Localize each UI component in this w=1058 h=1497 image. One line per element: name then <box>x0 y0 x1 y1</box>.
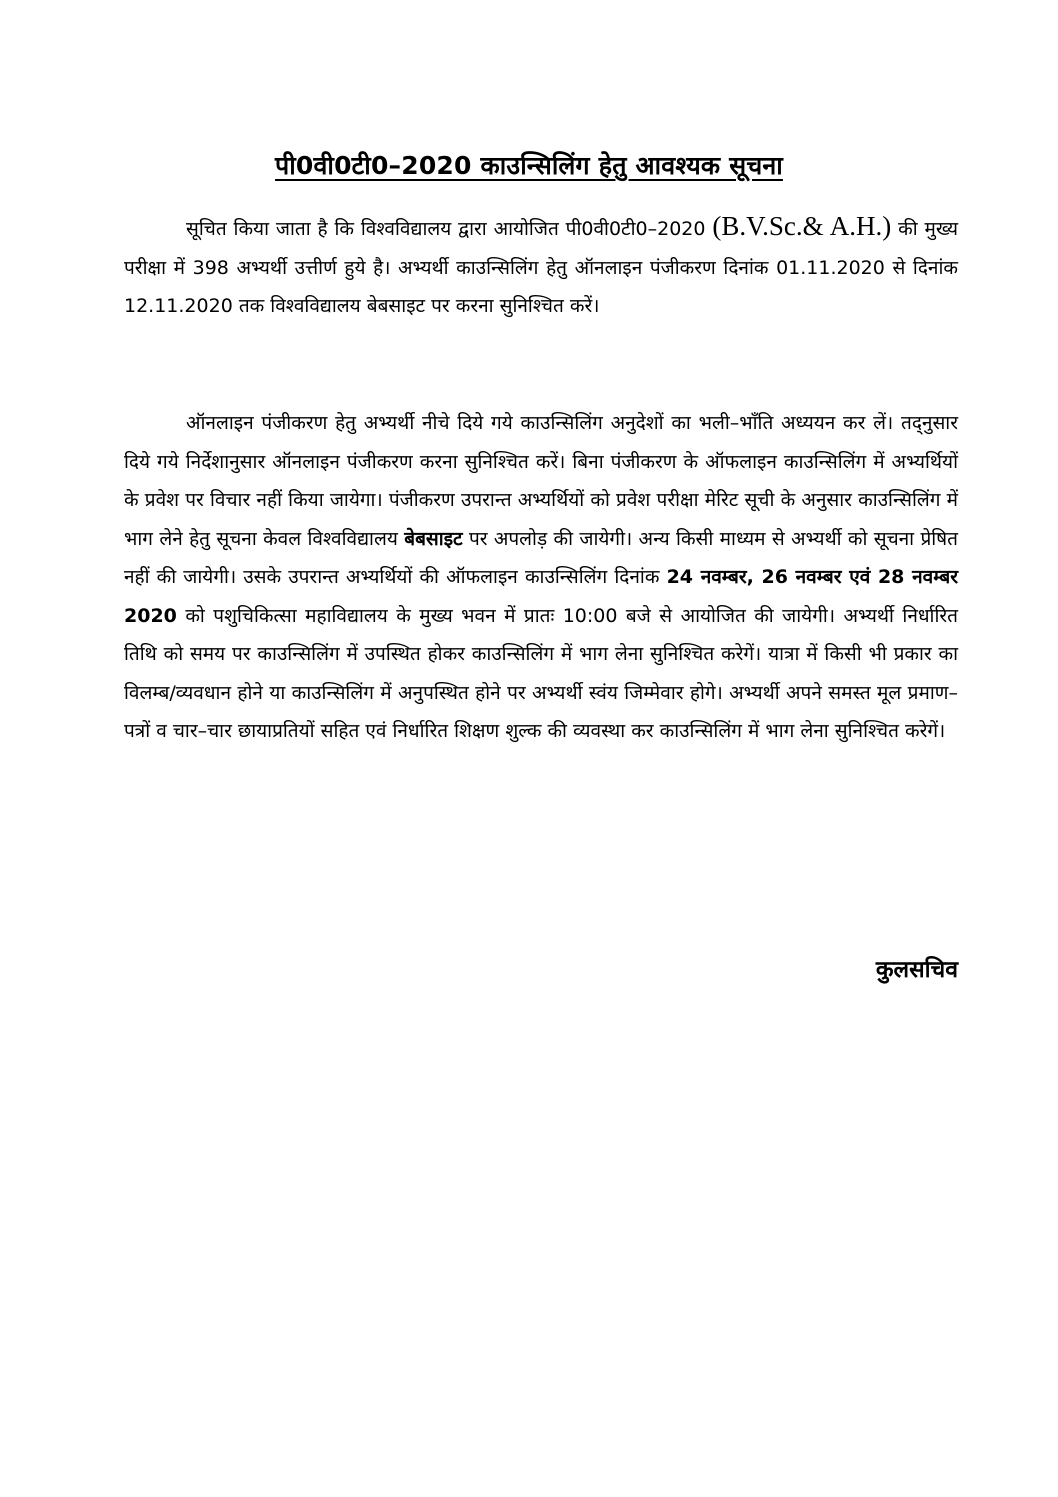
notice-title: पी0वी0टी0–2020 काउन्सिलिंग हेतु आवश्यक सूचना <box>275 151 783 180</box>
course-name: (B.V.Sc.& A.H.) <box>712 211 892 241</box>
paragraph-registration-body: की मुख्य परीक्षा में 398 अभ्यर्थी उत्तीर्ण हुये है। अभ्यर्थी काउन्सिलिंग हेतु ऑनलाइन पंजीकरण दिनांक 01.11.2020 से दिनांक 12.11.2020 तक विश्वविद्यालय बेबसाइट पर करना सुनिश्चित करें। <box>124 218 958 317</box>
paragraph-registration <box>124 207 958 326</box>
paragraph-instructions-end: को पशुचिकित्सा महाविद्यालय के मुख्य भवन में प्रातः 10:00 बजे से आयोजित की जायेगी। अभ्यर्थी निर्धारित तिथि को समय पर काउन्सिलिंग में उपस्थित होकर काउन्सिलिंग में भाग लेना सुनिश्चित करेगें। यात्रा में किसी भी प्रकार का विलम्ब/व्यवधान होने या काउन्सिलिंग में अनुपस्थित होने पर अभ्यर्थी स्वंय जिम्मेवार होगे। अभ्यर्थी अपने समस्त मूल प्रमाण–पत्रों व चार–चार छायाप्रतियों सहित एवं निर्धारित शिक्षण शुल्क की व्यवस्था कर काउन्सिलिंग में भाग लेना सुनिश्चित करेगें। <box>124 604 958 742</box>
paragraph-instructions-intro: ऑनलाइन पंजीकरण हेतु अभ्यर्थी नीचे दिये गये काउन्सिलिंग अनुदेशों का भली–भाँति अध्ययन कर लें। तद्नुसार दिये गये निर्देशानुसार ऑनलाइन पंजीकरण करना सुनिश्चित करें। बिना पंजीकरण के ऑफलाइन काउन्सिलिंग में अभ्यर्थियों के प्रवेश पर विचार नहीं किया जायेगा। पंजीकरण उपरान्त अभ्यर्थियों को प्रवेश परीक्षा मेरिट सूची के अनुसार काउन्सिलिंग में भाग लेने हेतु सूचना केवल विश्वविद्यालय <box>124 412 958 550</box>
paragraph-instructions <box>124 404 958 751</box>
signature-registrar: कुलसचिव <box>875 957 958 983</box>
counselling-dates: 24 नवम्बर, 26 नवम्बर एवं 28 नवम्बर 2020 <box>124 566 958 627</box>
website-word: बेबसाइट <box>404 527 463 550</box>
title-container <box>0 148 1058 182</box>
paragraph-registration-intro: सूचित किया जाता है कि विश्वविद्यालय द्वारा आयोजित पी0वी0टी0–2020 <box>186 218 713 240</box>
paragraph-instructions-middle: पर अपलोड़ की जायेगी। अन्य किसी माध्यम से अभ्यर्थी को सूचना प्रेषित नहीं की जायेगी। उसके उपरान्त अभ्यर्थियों की ऑफलाइन काउन्सिलिंग दिनांक <box>124 527 958 588</box>
